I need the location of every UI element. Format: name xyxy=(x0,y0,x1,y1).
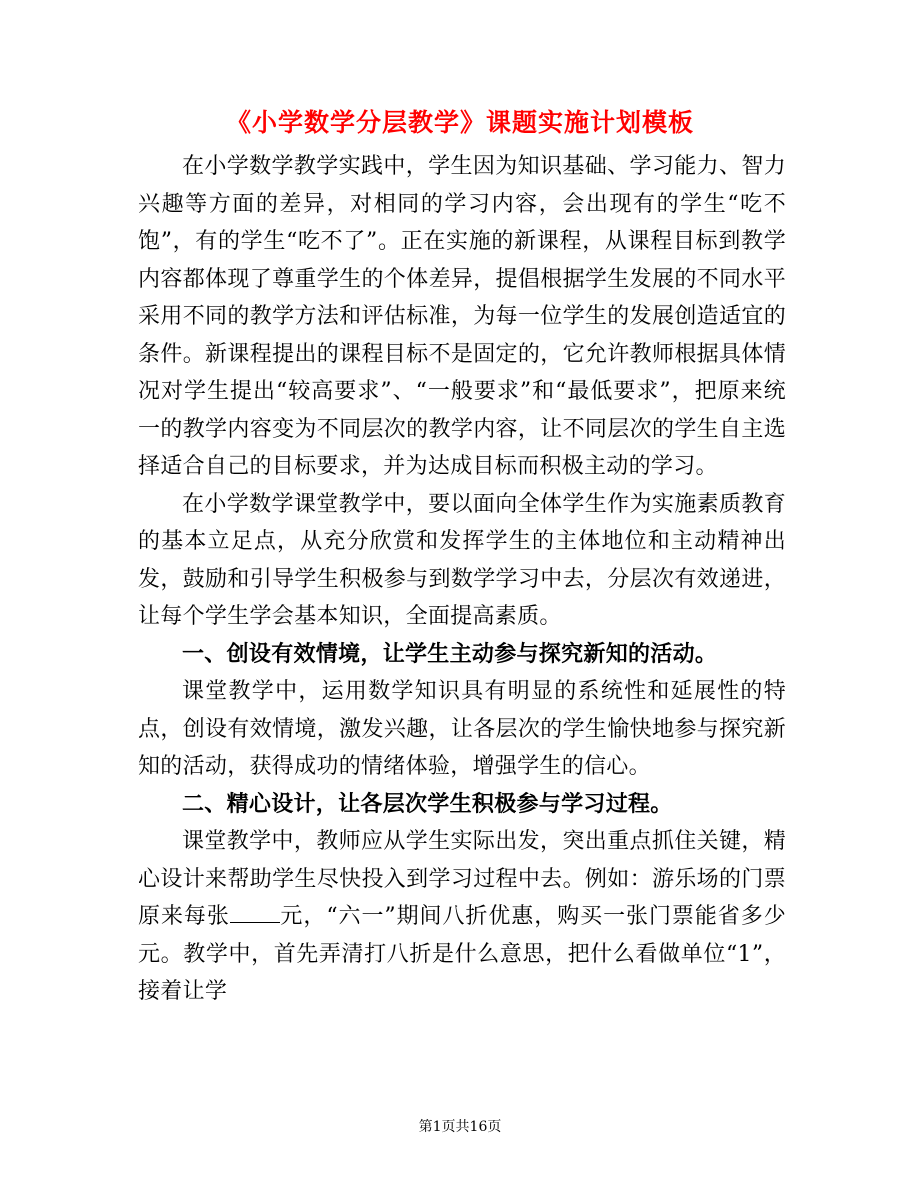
fill-in-blank xyxy=(230,904,280,923)
paragraph-section-2-part-1: 课堂教学中，教师应从学生实际出发，突出重点抓住关键，精心设计来帮助学生尽快投入到学习过程中去。例如：游乐场的门票原来每张 xyxy=(138,829,786,929)
paragraph-classroom: 在小学数学课堂教学中，要以面向全体学生作为实施素质教育的基本立足点，从充分欣赏和发挥学生的主体地位和主动精神出发，鼓励和引导学生积极参与到数学学习中去，分层次有效递进，让每个学生学会基本知识，全面提高素质。 xyxy=(138,491,786,629)
section-heading-2: 二、精心设计，让各层次学生积极参与学习过程。 xyxy=(182,790,673,817)
document-title: 《小学数学分层教学》课题实施计划模板 xyxy=(225,108,694,137)
page-number-footer: 第1页共16页 xyxy=(418,1119,502,1135)
paragraph-section-1: 课堂教学中，运用数学知识具有明显的系统性和延展性的特点，创设有效情境，激发兴趣，让各层次的学生愉快地参与探究新知的活动，获得成功的情绪体验，增强学生的信心。 xyxy=(138,679,786,779)
section-heading-1: 一、创设有效情境，让学生主动参与探究新知的活动。 xyxy=(182,640,718,667)
paragraph-section-2-part-2: 元，“六一”期间八折优惠，购买一张门票能省多少元。教学中，首先弄清打八折是什么意思，把什么看做单位“1”，接着让学 xyxy=(138,904,786,1004)
paragraph-intro: 在小学数学教学实践中，学生因为知识基础、学习能力、智力兴趣等方面的差异，对相同的学习内容，会出现有的学生“吃不饱”，有的学生“吃不了”。正在实施的新课程，从课程目标到教学内容都体现了尊重学生的个体差异，提倡根据学生发展的不同水平采用不同的教学方法和评估标准，为每一位学生的发展创造适宜的条件。新课程提出的课程目标不是固定的，它允许教师根据具体情况对学生提出“较高要求”、“一般要求”和“最低要求”，把原来统一的教学内容变为不同层次的教学内容，让不同层次的学生自主选择适合自己的目标要求，并为达成目标而积极主动的学习。 xyxy=(138,154,786,479)
document-body xyxy=(138,148,786,1011)
paragraph-section-2 xyxy=(138,823,786,1011)
